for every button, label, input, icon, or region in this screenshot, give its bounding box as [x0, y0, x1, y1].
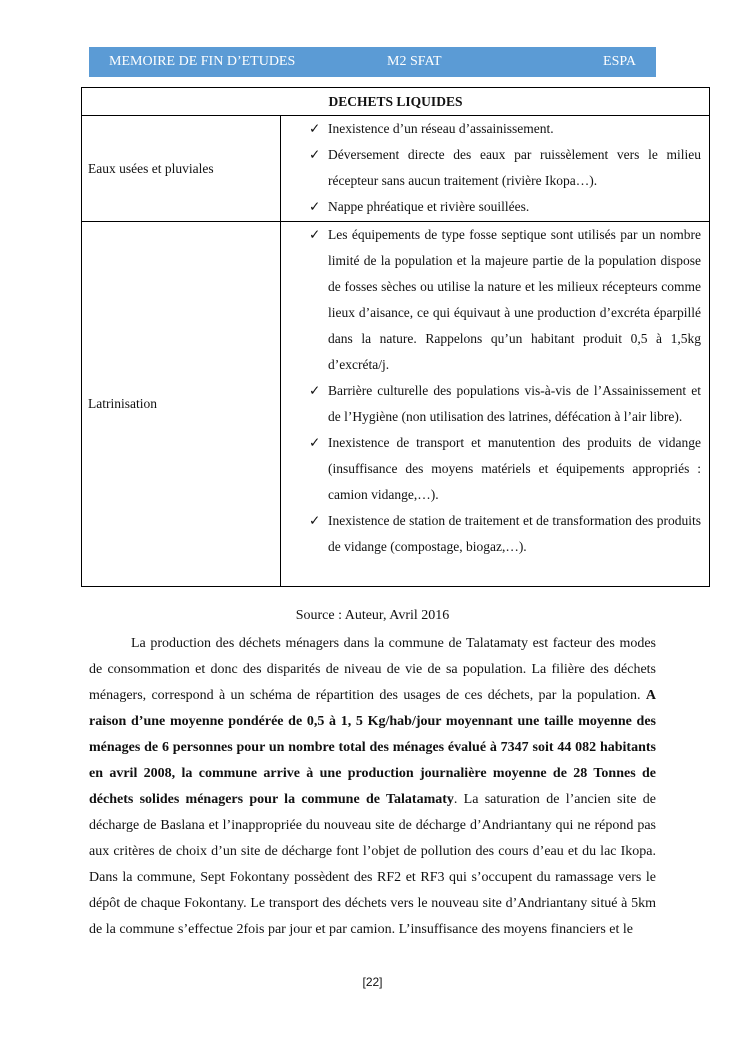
list-item: ✓ Les équipements de type fosse septique sont utilisés par un nombre limité de la population et la majeure partie de la population dispose de fosses sèches ou utilise la nature et les milieux récepteurs comme lieux d’aisance, ce qui équivaut à une production d’excréta éparpillé dans la nature. Rappelons qu’un habitant produit 0,5 à 1,5kg d’excréta/j.: [281, 222, 701, 378]
table-row: [82, 222, 710, 587]
table-title: DECHETS LIQUIDES: [82, 88, 710, 116]
list-item: ✓ Barrière culturelle des populations vis-à-vis de l’Assainissement et de l’Hygiène (non utilisation des latrines, défécation à l’air libre).: [281, 378, 701, 430]
list-item: ✓ Nappe phréatique et rivière souillées.: [281, 194, 701, 220]
running-header: [89, 47, 656, 77]
table-row: [82, 116, 710, 222]
header-title: MEMOIRE DE FIN D’ETUDES: [109, 54, 296, 69]
list-item: ✓ Inexistence de station de traitement et de transformation des produits de vidange (compostage, biogaz,…).: [281, 508, 701, 560]
page-number: [22]: [362, 975, 383, 989]
check-mark-icon: ✓: [309, 199, 321, 214]
check-mark-icon: ✓: [309, 383, 321, 398]
table-source: Source : Auteur, Avril 2016: [295, 608, 450, 623]
check-mark-icon: ✓: [309, 147, 321, 162]
list-item: ✓ Déversement directe des eaux par ruissèlement vers le milieu récepteur sans aucun traitement (rivière Ikopa…).: [281, 142, 701, 194]
check-mark-icon: ✓: [309, 227, 321, 242]
liquid-waste-table: [81, 87, 710, 587]
header-program: M2 SFAT: [387, 54, 442, 69]
row-content: [281, 116, 710, 222]
list-item: ✓ Inexistence de transport et manutention des produits de vidange (insuffisance des moyens matériels et équipements appropriés : camion vidange,…).: [281, 430, 701, 508]
row-content: [281, 222, 710, 587]
row-label: Eaux usées et pluviales: [82, 116, 281, 222]
header-school: ESPA: [603, 54, 636, 69]
body-paragraph: La production des déchets ménagers dans la commune de Talatamaty est facteur des modes de consommation et donc des disparités de niveau de vie de sa population. La filière des déchets ménagers, correspond à un schéma de répartition des usages de ces déchets, par la population. A raison d’une moyenne pondérée de 0,5 à 1, 5 Kg/hab/jour moyennant une taille moyenne des ménages de 6 personnes pour un nombre total des ménages évalué à 7347 soit 44 082 habitants en avril 2008, la commune arrive à une production journalière moyenne de 28 Tonnes de déchets solides ménagers pour la commune de Talatamaty. La saturation de l’ancien site de décharge de Baslana et l’inappropriée du nouveau site de décharge d’Andriantany qui ne répond pas aux critères de choix d’un site de décharge font l’objet de pollution des cours d’eau et du lac Ikopa. Dans la commune, Sept Fokontany possèdent des RF2 et RF3 qui s’occupent du ramassage vers le dépôt de chaque Fokontany. Le transport des déchets vers le nouveau site d’Andriantany situé à 5km de la commune s’effectue 2fois par jour et par camion. L’insuffisance des moyens financiers et le: [89, 636, 656, 937]
check-mark-icon: ✓: [309, 435, 321, 450]
check-mark-icon: ✓: [309, 513, 321, 528]
check-mark-icon: ✓: [309, 121, 321, 136]
bold-statement: A raison d’une moyenne pondérée de 0,5 à 1, 5 Kg/hab/jour moyennant une taille moyenne des ménages de 6 personnes pour un nombre total des ménages évalué à 7347 soit 44 082 habitants en avril 2008, la commune arrive à une production journalière moyenne de 28 Tonnes de déchets solides ménagers pour la commune de Talatamaty: [89, 688, 656, 807]
row-label: Latrinisation: [82, 222, 281, 587]
list-item: ✓ Inexistence d’un réseau d’assainissement.: [281, 116, 701, 142]
